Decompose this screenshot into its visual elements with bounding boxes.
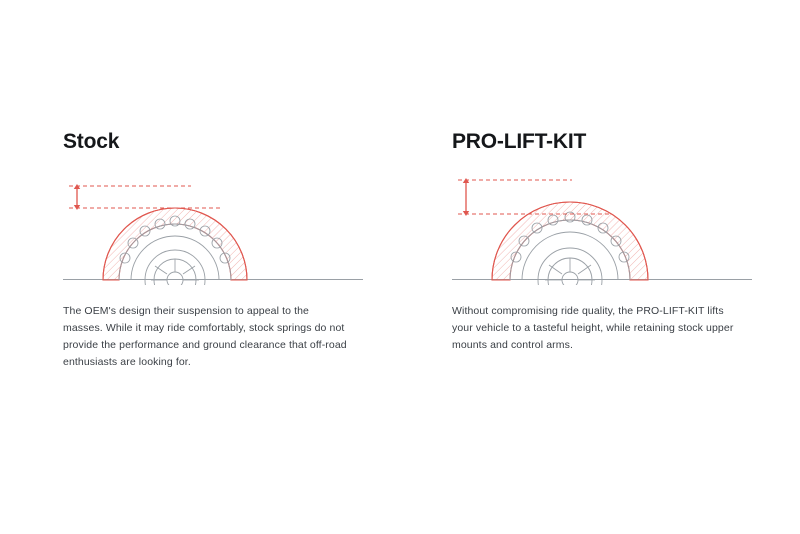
wheel-tire-diagram-stock [63, 175, 363, 285]
wheel-tire-diagram-pro-lift-kit [452, 175, 752, 285]
diagram-pro-lift-kit [452, 175, 752, 285]
wheel-spokes [545, 258, 595, 280]
wheel-spokes [151, 259, 199, 280]
panel-pro-lift-kit [452, 130, 792, 365]
panel-stock [63, 130, 403, 382]
panel-description-pro-lift-kit: Without compromising ride quality, the PRO-LIFT-KIT lifts your vehicle to a tasteful height, while retaining stock upper mounts and control arms. [452, 305, 734, 352]
panel-title-pro-lift-kit: PRO-LIFT-KIT [452, 130, 587, 153]
diagram-stock [63, 175, 363, 285]
gap-measurement [69, 184, 223, 210]
panel-description-stock: The OEM's design their suspension to appeal to the masses. While it may ride comfortably, stock springs do not provide the performance and ground clearance that off-road enthusiasts are looking for. [63, 305, 347, 369]
panel-title-stock: Stock [63, 130, 120, 153]
